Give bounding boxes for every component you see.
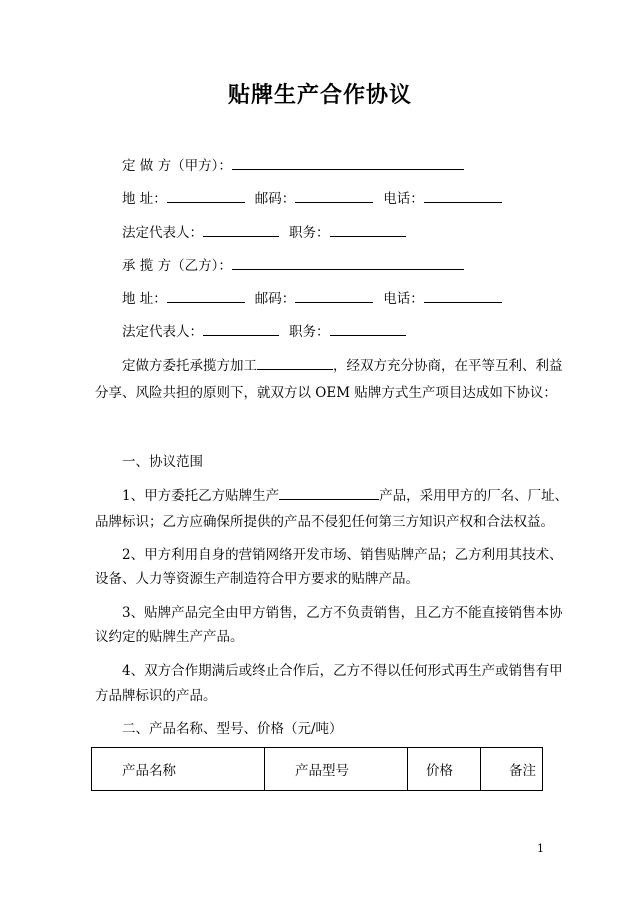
table-header-product-model: 产品型号 xyxy=(265,748,408,791)
item3-line-1: 3、贴牌产品完全由甲方销售，乙方不负责销售，且乙方不能直接销售本协 xyxy=(122,605,563,621)
item1-part2: 产品，采用甲方的厂名、厂址、 xyxy=(379,488,569,504)
intro-product-blank[interactable] xyxy=(257,356,333,370)
product-table xyxy=(91,747,543,791)
party-a-line xyxy=(122,156,464,176)
table-header-product-name: 产品名称 xyxy=(92,748,265,791)
party-b-postcode-blank[interactable] xyxy=(295,289,373,303)
table-header-remarks: 备注 xyxy=(481,748,543,791)
party-b-name-blank[interactable] xyxy=(232,256,464,270)
item2-line-2: 设备、人力等资源生产制造符合甲方要求的贴牌产品。 xyxy=(95,571,419,587)
party-a-rep-blank[interactable] xyxy=(203,223,279,237)
table-header-row xyxy=(92,748,543,791)
item2-line-1: 2、甲方利用自身的营销网络开发市场、销售贴牌产品；乙方利用其技术、 xyxy=(122,547,563,563)
page-number: 1 xyxy=(537,842,544,855)
party-b-position-label: 职务： xyxy=(289,324,330,340)
party-a-position-blank[interactable] xyxy=(330,223,406,237)
party-b-address-label: 地 址： xyxy=(122,291,167,307)
party-a-rep-label: 法定代表人： xyxy=(122,225,203,241)
document-title: 贴牌生产合作协议 xyxy=(227,82,412,108)
section1-heading: 一、协议范围 xyxy=(122,454,203,470)
intro-part1: 定做方委托承揽方加工 xyxy=(122,358,257,374)
party-b-address-blank[interactable] xyxy=(167,289,245,303)
party-b-rep-blank[interactable] xyxy=(203,322,279,336)
table-header-price: 价格 xyxy=(408,748,481,791)
party-a-address-blank[interactable] xyxy=(167,189,245,203)
party-a-rep-line xyxy=(122,223,406,243)
party-a-name-blank[interactable] xyxy=(232,156,464,170)
party-a-contact-line xyxy=(122,189,502,209)
party-a-address-label: 地 址： xyxy=(122,191,167,207)
party-b-label: 承 揽 方（乙方）： xyxy=(122,258,232,274)
party-b-phone-blank[interactable] xyxy=(424,289,502,303)
party-b-rep-label: 法定代表人： xyxy=(122,324,203,340)
item3-line-2: 议约定的贴牌生产产品。 xyxy=(95,629,244,645)
party-a-postcode-blank[interactable] xyxy=(295,189,373,203)
intro-line-2: 分享、风险共担的原则下，就双方以 OEM 贴牌方式生产项目达成如下协议： xyxy=(95,385,557,401)
party-b-postcode-label: 邮码： xyxy=(254,291,296,307)
party-b-contact-line xyxy=(122,289,502,309)
party-a-phone-blank[interactable] xyxy=(424,189,502,203)
party-b-line xyxy=(122,256,464,276)
party-b-rep-line xyxy=(122,322,406,342)
item1-product-blank[interactable] xyxy=(279,486,379,500)
item1-line-1 xyxy=(122,486,568,506)
intro-line-1 xyxy=(122,356,563,376)
item4-line-2: 方品牌标识的产品。 xyxy=(95,688,217,704)
intro-part2: ，经双方充分协商，在平等互利、利益 xyxy=(333,358,563,374)
item1-line-2: 品牌标识；乙方应确保所提供的产品不侵犯任何第三方知识产权和合法权益。 xyxy=(95,514,554,530)
party-a-phone-label: 电话： xyxy=(383,191,424,207)
item1-part1: 1、甲方委托乙方贴牌生产 xyxy=(122,488,280,504)
party-a-position-label: 职务： xyxy=(289,225,330,241)
party-a-label: 定 做 方（甲方）： xyxy=(122,158,232,174)
party-b-phone-label: 电话： xyxy=(383,291,424,307)
item4-line-1: 4、双方合作期满后或终止合作后，乙方不得以任何形式再生产或销售有甲 xyxy=(122,663,563,679)
party-a-postcode-label: 邮码： xyxy=(254,191,296,207)
section2-heading: 二、产品名称、型号、价格（元/吨） xyxy=(122,721,343,737)
party-b-position-blank[interactable] xyxy=(330,322,406,336)
